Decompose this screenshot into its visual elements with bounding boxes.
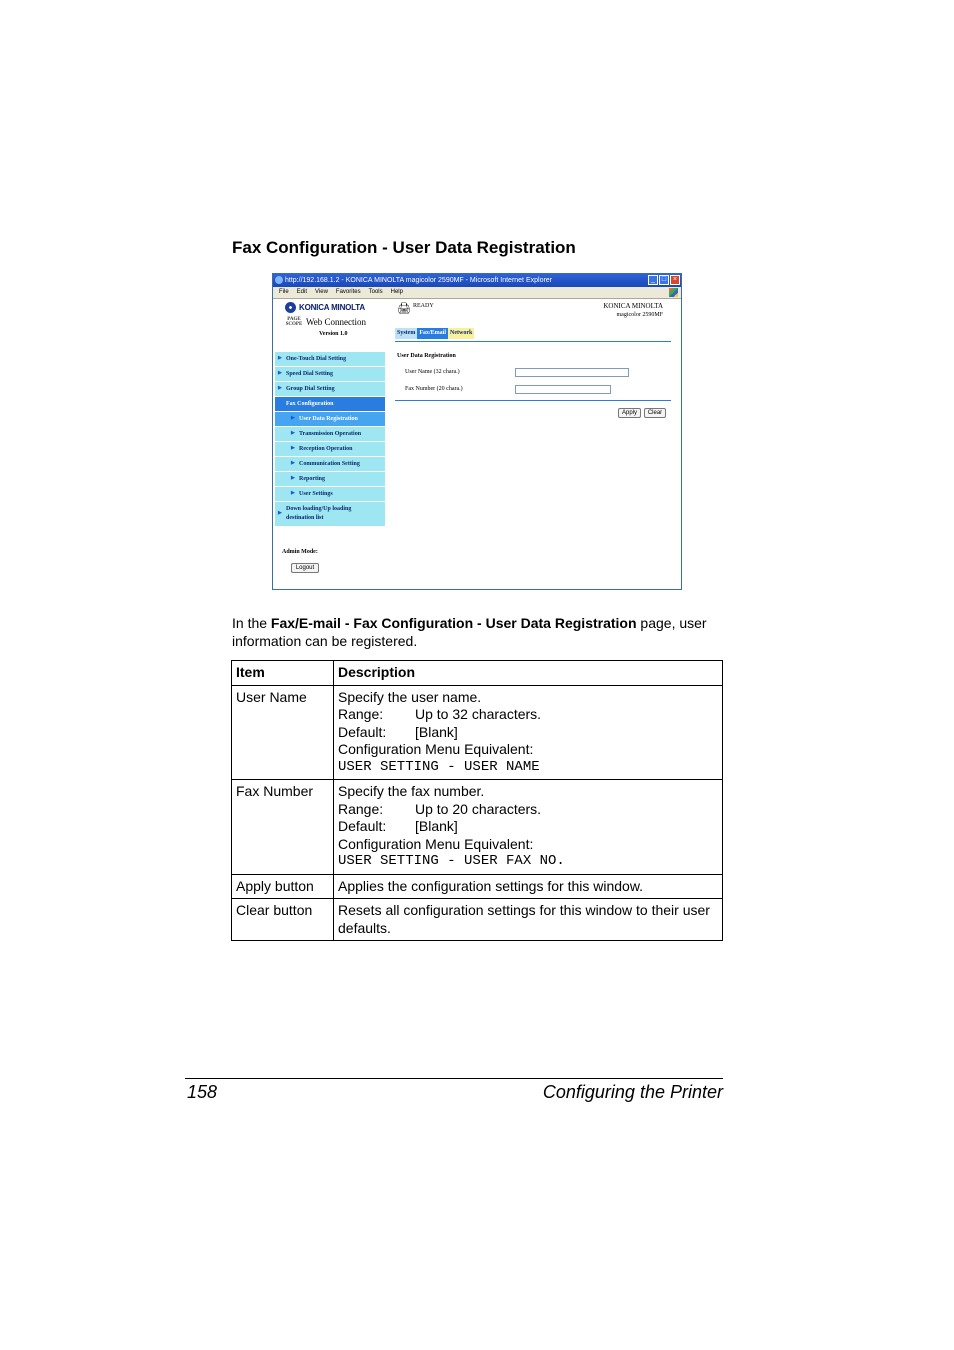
chapter-title: Configuring the Printer [542, 1082, 723, 1102]
pagescope-logo: PAGE SCOPE Web Connection [285, 317, 367, 327]
description-table [231, 660, 723, 941]
browser-titlebar [273, 274, 681, 287]
table-row [232, 780, 723, 875]
menu-view[interactable]: View [315, 289, 328, 295]
menu-equivalent: USER SETTING - USER NAME [338, 758, 540, 775]
user-name-input[interactable] [515, 368, 629, 377]
row-item: Clear button [232, 899, 334, 941]
sidebar-item-reception-operation[interactable]: ▶ Reception Operation [275, 442, 385, 456]
clear-button[interactable]: Clear [644, 408, 666, 418]
arrow-right-icon: ▶ [291, 446, 295, 451]
row-item: Apply button [232, 874, 334, 899]
sidebar-item-communication-setting[interactable]: ▶ Communication Setting [275, 457, 385, 471]
arrow-right-icon: ▶ [278, 356, 282, 361]
arrow-right-icon: ▶ [291, 461, 295, 466]
content-title: User Data Registration [397, 353, 456, 359]
browser-menubar [273, 287, 681, 299]
menu-equivalent: USER SETTING - USER FAX NO. [338, 853, 565, 869]
arrow-right-icon: ▶ [278, 386, 282, 391]
sidebar-nav [275, 352, 385, 527]
sidebar-item-user-settings[interactable]: ▶ User Settings [275, 487, 385, 501]
row-item: User Name [232, 685, 334, 780]
table-row [232, 874, 723, 899]
menu-tools[interactable]: Tools [368, 289, 383, 295]
menu-favorites[interactable]: Favorites [335, 289, 361, 295]
maximize-icon[interactable]: □ [659, 275, 669, 285]
printer-status-icon: 🖨 [397, 303, 411, 315]
arrow-right-icon: ▶ [291, 416, 295, 421]
form-divider [395, 400, 671, 401]
tab-system[interactable]: System [395, 328, 417, 339]
sidebar-item-speed-dial[interactable]: ▶ Speed Dial Setting [275, 367, 385, 381]
user-name-label: User Name (32 chara.) [405, 369, 460, 375]
menu-help[interactable]: Help [390, 289, 403, 295]
header-item: Item [232, 661, 334, 686]
tab-bar [395, 328, 474, 339]
menu-file[interactable]: File [279, 289, 289, 295]
table-header-row [232, 661, 723, 686]
sidebar-item-user-data-registration[interactable]: ▶ User Data Registration [275, 412, 385, 426]
tab-network[interactable]: Network [448, 328, 474, 339]
pagescope-mark: PAGE SCOPE [285, 317, 303, 327]
browser-title: http://192.168.1.2 - KONICA MINOLTA magicolor 2590MF - Microsoft Internet Explorer [285, 277, 553, 284]
browser-screenshot [272, 273, 682, 590]
windows-flag-icon [669, 288, 678, 297]
table-row [232, 899, 723, 941]
page-number: 158 [187, 1082, 218, 1102]
row-description: Specify the user name. Range: Up to 32 characters. Default: [Blank] Configuration Menu Equivalent: USER SETTING - USER NAME [334, 685, 723, 780]
sidebar-item-transmission-operation[interactable]: ▶ Transmission Operation [275, 427, 385, 441]
arrow-right-icon: ▶ [291, 491, 295, 496]
arrow-right-icon: ▶ [291, 431, 295, 436]
sidebar-item-download-upload[interactable]: ▶ Down loading/Up loading destination list [275, 502, 385, 526]
row-description: Resets all configuration settings for this window to their user defaults. [334, 899, 723, 941]
apply-button[interactable]: Apply [618, 408, 641, 418]
sidebar-item-fax-configuration[interactable]: Fax Configuration [275, 397, 385, 411]
konica-minolta-mark-icon [285, 302, 296, 313]
logo-area [285, 302, 385, 337]
ie-icon [275, 276, 283, 284]
intro-paragraph: In the Fax/E-mail - Fax Configuration - User Data Registration page, user information can be registered. [232, 615, 707, 649]
version-label: Version 1.0 [319, 331, 348, 337]
minimize-icon[interactable]: _ [648, 275, 658, 285]
close-icon[interactable]: × [670, 275, 680, 285]
arrow-right-icon: ▶ [291, 476, 295, 481]
logout-button[interactable]: Logout [291, 563, 319, 573]
arrow-right-icon: ▶ [278, 511, 282, 516]
konica-minolta-logo: KONICA MINOLTA [285, 302, 385, 313]
tab-divider [395, 341, 671, 342]
section-title: Fax Configuration - User Data Registration [232, 238, 576, 257]
header-description: Description [334, 661, 723, 686]
sidebar-item-reporting[interactable]: ▶ Reporting [275, 472, 385, 486]
footer-rule [185, 1078, 723, 1079]
fax-number-input[interactable] [515, 385, 611, 394]
sidebar-item-group-dial[interactable]: ▶ Group Dial Setting [275, 382, 385, 396]
menu-edit[interactable]: Edit [296, 289, 308, 295]
admin-mode-label: Admin Mode: [282, 549, 318, 555]
arrow-right-icon: ▶ [278, 371, 282, 376]
brand-model: KONICA MINOLTA magicolor 2590MF [603, 302, 663, 318]
row-item: Fax Number [232, 780, 334, 875]
fax-number-label: Fax Number (20 chara.) [405, 386, 463, 392]
tab-fax-email[interactable]: Fax/Email [417, 328, 448, 339]
row-description: Specify the fax number. Range: Up to 20 characters. Default: [Blank] Configuration Menu Equivalent: USER SETTING - USER FAX NO. [334, 780, 723, 875]
sidebar-item-one-touch-dial[interactable]: ▶ One-Touch Dial Setting [275, 352, 385, 366]
status-text: READY [413, 303, 434, 309]
table-row [232, 685, 723, 780]
row-description: Applies the configuration settings for this window. [334, 874, 723, 899]
